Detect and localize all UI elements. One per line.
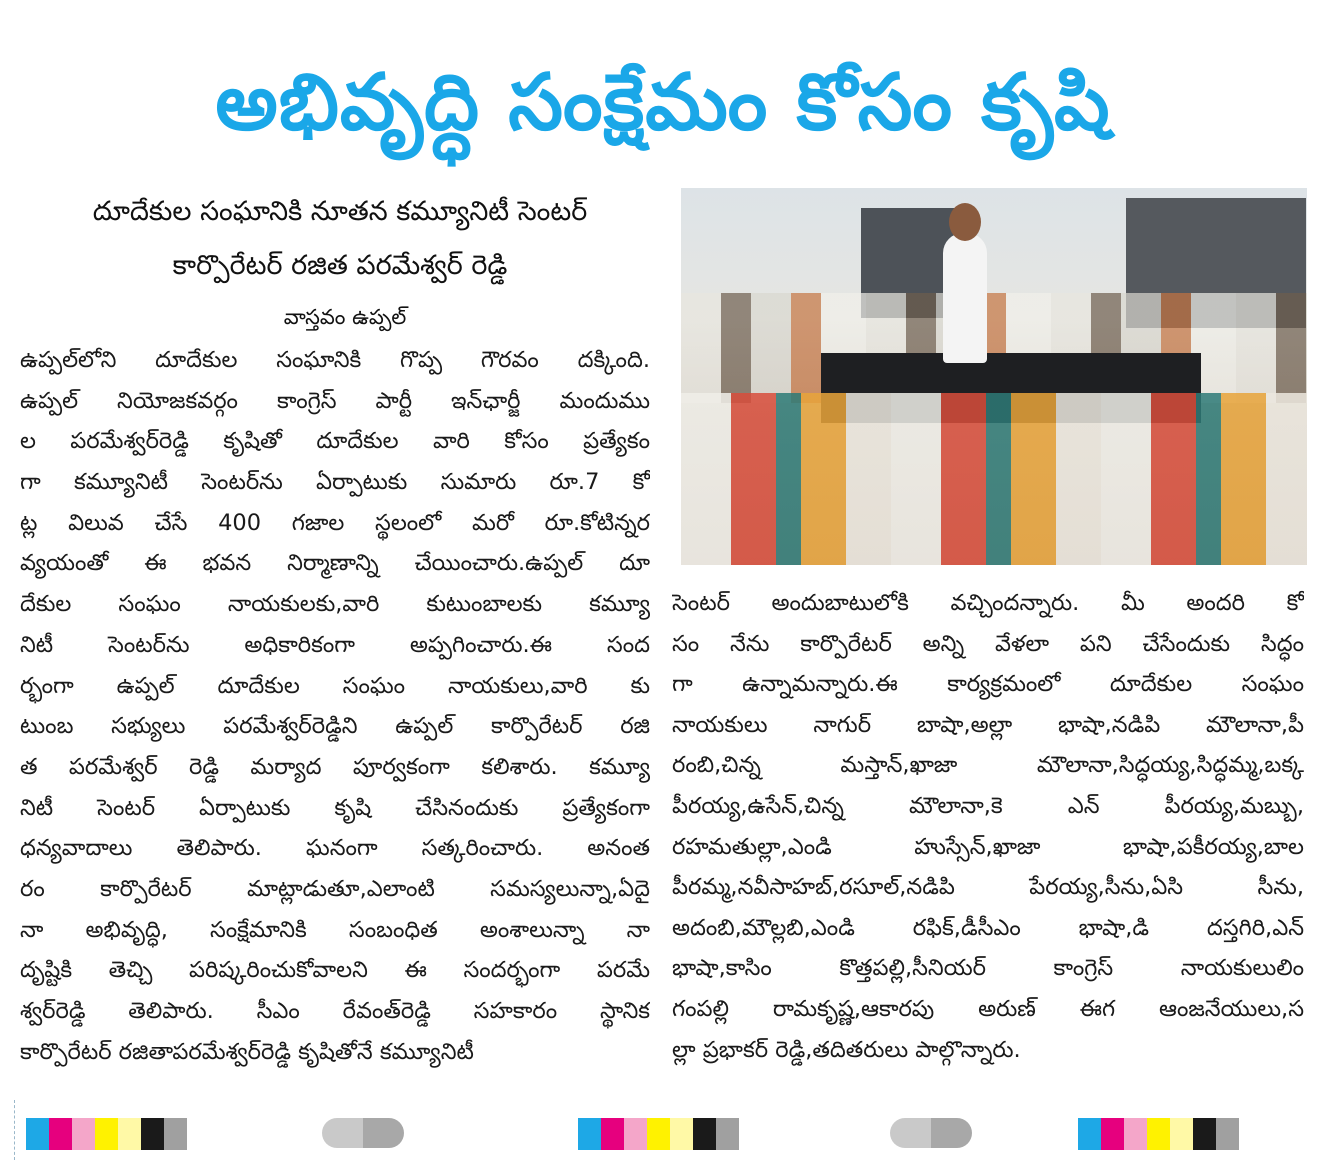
- registration-swatch: [72, 1118, 95, 1150]
- registration-swatch: [95, 1118, 118, 1150]
- registration-swatch: [26, 1118, 49, 1150]
- article-line: సం నేను కార్పొరేటర్ అన్ని వేళలా పని చేసేందుకు సిద్ధం: [672, 630, 1304, 657]
- registration-swatch: [601, 1118, 624, 1150]
- registration-swatch: [141, 1118, 164, 1150]
- article-line: త పరమేశ్వర్ రెడ్డి మర్యాద పూర్వకంగా కలిశారు. కమ్యూ: [20, 753, 650, 780]
- article-line: సెంటర్ అందుబాటులోకి వచ్చిందన్నారు. మీ అందరి కో: [672, 590, 1304, 616]
- article-line: టుంబ సభ్యులు పరమేశ్వర్‌రెడ్డిని ఉప్పల్ కార్పొరేటర్ రజి: [20, 713, 650, 740]
- news-photo-meeting: [681, 188, 1307, 565]
- article-line: రహమతుల్లా,ఎండి హుస్సేన్,ఖాజా భాషా,పకీరయ్య,బాల: [672, 833, 1304, 860]
- registration-swatch: [1078, 1118, 1101, 1150]
- subheadline-1: దూదేకుల సంఘానికి నూతన కమ్యూనిటీ సెంటర్: [92, 196, 588, 227]
- article-line: ర్భంగా ఉప్పల్ దూదేకుల సంఘం నాయకులు,వారి కు: [20, 672, 650, 699]
- article-line: నాయకులు నాగుర్ బాషా,అల్లా భాషా,నడిపి మౌలానా,పీ: [672, 711, 1304, 738]
- registration-swatch: [49, 1118, 72, 1150]
- photo-speaker: [943, 233, 987, 363]
- article-column-left: [20, 340, 650, 1072]
- subheadline-2: కార్పొరేటర్ రజిత పరమేశ్వర్ రెడ్డి: [172, 250, 508, 281]
- registration-swatch: [578, 1118, 601, 1150]
- article-line: రం కార్పొరేటర్ మాట్లాడుతూ,ఎలాంటి సమస్యలున్నా,ఏదై: [20, 875, 650, 902]
- registration-swatch: [1216, 1118, 1239, 1150]
- article-line: అదంబి,మౌల్లబి,ఎండి రఫిక్,డీసీఎం భాషా,డి దస్తగిరి,ఎన్: [672, 914, 1304, 941]
- article-line: కార్పొరేటర్ రజితాపరమేశ్వర్‌రెడ్డి కృషితోనే కమ్యూనిటీ: [20, 1038, 474, 1065]
- article-line: ఉప్పల్ నియోజకవర్గం కాంగ్రెస్ పార్టీ ఇన్‌ఛార్జీ మందుము: [20, 387, 650, 414]
- registration-swatch: [670, 1118, 693, 1150]
- article-line: ట్ల విలువ చేసే 400 గజాల స్థలంలో మరో రూ.కోటిన్నర: [20, 509, 650, 536]
- trim-mark: [0, 1100, 15, 1160]
- article-line: గా ఉన్నామన్నారు.ఈ కార్యక్రమంలో దూదేకుల సంఘం: [672, 671, 1304, 698]
- article-column-right: [672, 583, 1304, 1070]
- article-line: నిటీ సెంటర్ ఏర్పాటుకు కృషి చేసినందుకు ప్రత్యేకంగా: [20, 794, 650, 821]
- article-line: శ్వర్‌రెడ్డి తెలిపారు. సీఎం రేవంత్‌రెడ్డి సహకారం స్థానిక: [20, 998, 650, 1024]
- article-line: ల పరమేశ్వర్‌రెడ్డి కృషితో దూదేకుల వారి కోసం ప్రత్యేకం: [20, 428, 650, 455]
- article-line: రంబి,చిన్న మస్తాన్,ఖాజా మౌలానా,సిద్ధయ్య,సిద్ధమ్మ,బక్క: [672, 752, 1304, 779]
- article-line: వ్యయంతో ఈ భవన నిర్మాణాన్ని చేయించారు.ఉప్పల్ దూ: [20, 550, 650, 577]
- color-registration-strip-right: [1078, 1118, 1239, 1150]
- registration-swatch: [647, 1118, 670, 1150]
- article-line: పీరయ్య,ఉసేన్,చిన్న మౌలానా,కె ఎన్ పీరయ్య,మబ్బు,: [672, 792, 1304, 819]
- registration-swatch: [693, 1118, 716, 1150]
- article-line: దృష్టికి తెచ్చి పరిష్కరించుకోవాలని ఈ సందర్భంగా పరమే: [20, 957, 650, 984]
- registration-pill-left: [322, 1118, 404, 1148]
- article-line: ధన్యవాదాలు తెలిపారు. ఘనంగా సత్కరించారు. అనంత: [20, 835, 650, 862]
- article-line: ఉప్పల్‌లోని దూదేకుల సంఘానికి గొప్ప గౌరవం దక్కింది.: [20, 347, 650, 373]
- article-line: నిటీ సెంటర్‌ను అధికారికంగా అప్పగించారు.ఈ సంద: [20, 631, 650, 658]
- registration-swatch: [1193, 1118, 1216, 1150]
- registration-swatch: [1101, 1118, 1124, 1150]
- registration-swatch: [118, 1118, 141, 1150]
- article-line: గంపల్లి రామకృష్ణ,ఆకారపు అరుణ్ ఈగ ఆంజనేయులు,స: [672, 995, 1304, 1022]
- registration-swatch: [1147, 1118, 1170, 1150]
- article-line: పీరమ్మ,నవీసాహబ్,రసూల్,నడిపి పేరయ్య,సీను,ఏసి సీను,: [672, 874, 1304, 901]
- article-line: గా కమ్యూనిటీ సెంటర్‌ను ఏర్పాటుకు సుమారు రూ.7 కో: [20, 469, 650, 496]
- article-line: నా అభివృద్ధి, సంక్షేమానికి సంబంధిత అంశాలున్నా నా: [20, 916, 650, 943]
- headline: అభివృద్ధి సంక్షేమం కోసం కృషి: [215, 58, 1111, 148]
- registration-swatch: [1170, 1118, 1193, 1150]
- registration-pill-right: [890, 1118, 972, 1148]
- registration-swatch: [164, 1118, 187, 1150]
- color-registration-strip-center: [578, 1118, 739, 1150]
- article-line: దేకుల సంఘం నాయకులకు,వారి కుటుంబాలకు కమ్యూ: [20, 591, 650, 618]
- article-line: భాషా,కాసిం కొత్తపల్లి,సీనియర్ కాంగ్రెస్ నాయకులులిం: [672, 955, 1304, 982]
- color-registration-strip-left: [26, 1118, 187, 1150]
- photo-attendees-front-row: [681, 393, 1307, 565]
- byline: వాస్తవం ఉప్పల్: [283, 305, 407, 329]
- registration-swatch: [624, 1118, 647, 1150]
- registration-swatch: [716, 1118, 739, 1150]
- registration-swatch: [1124, 1118, 1147, 1150]
- photo-speaker-head: [949, 203, 981, 241]
- article-line: ల్లా ప్రభాకర్ రెడ్డి,తదితరులు పాల్గొన్నారు.: [672, 1036, 1021, 1063]
